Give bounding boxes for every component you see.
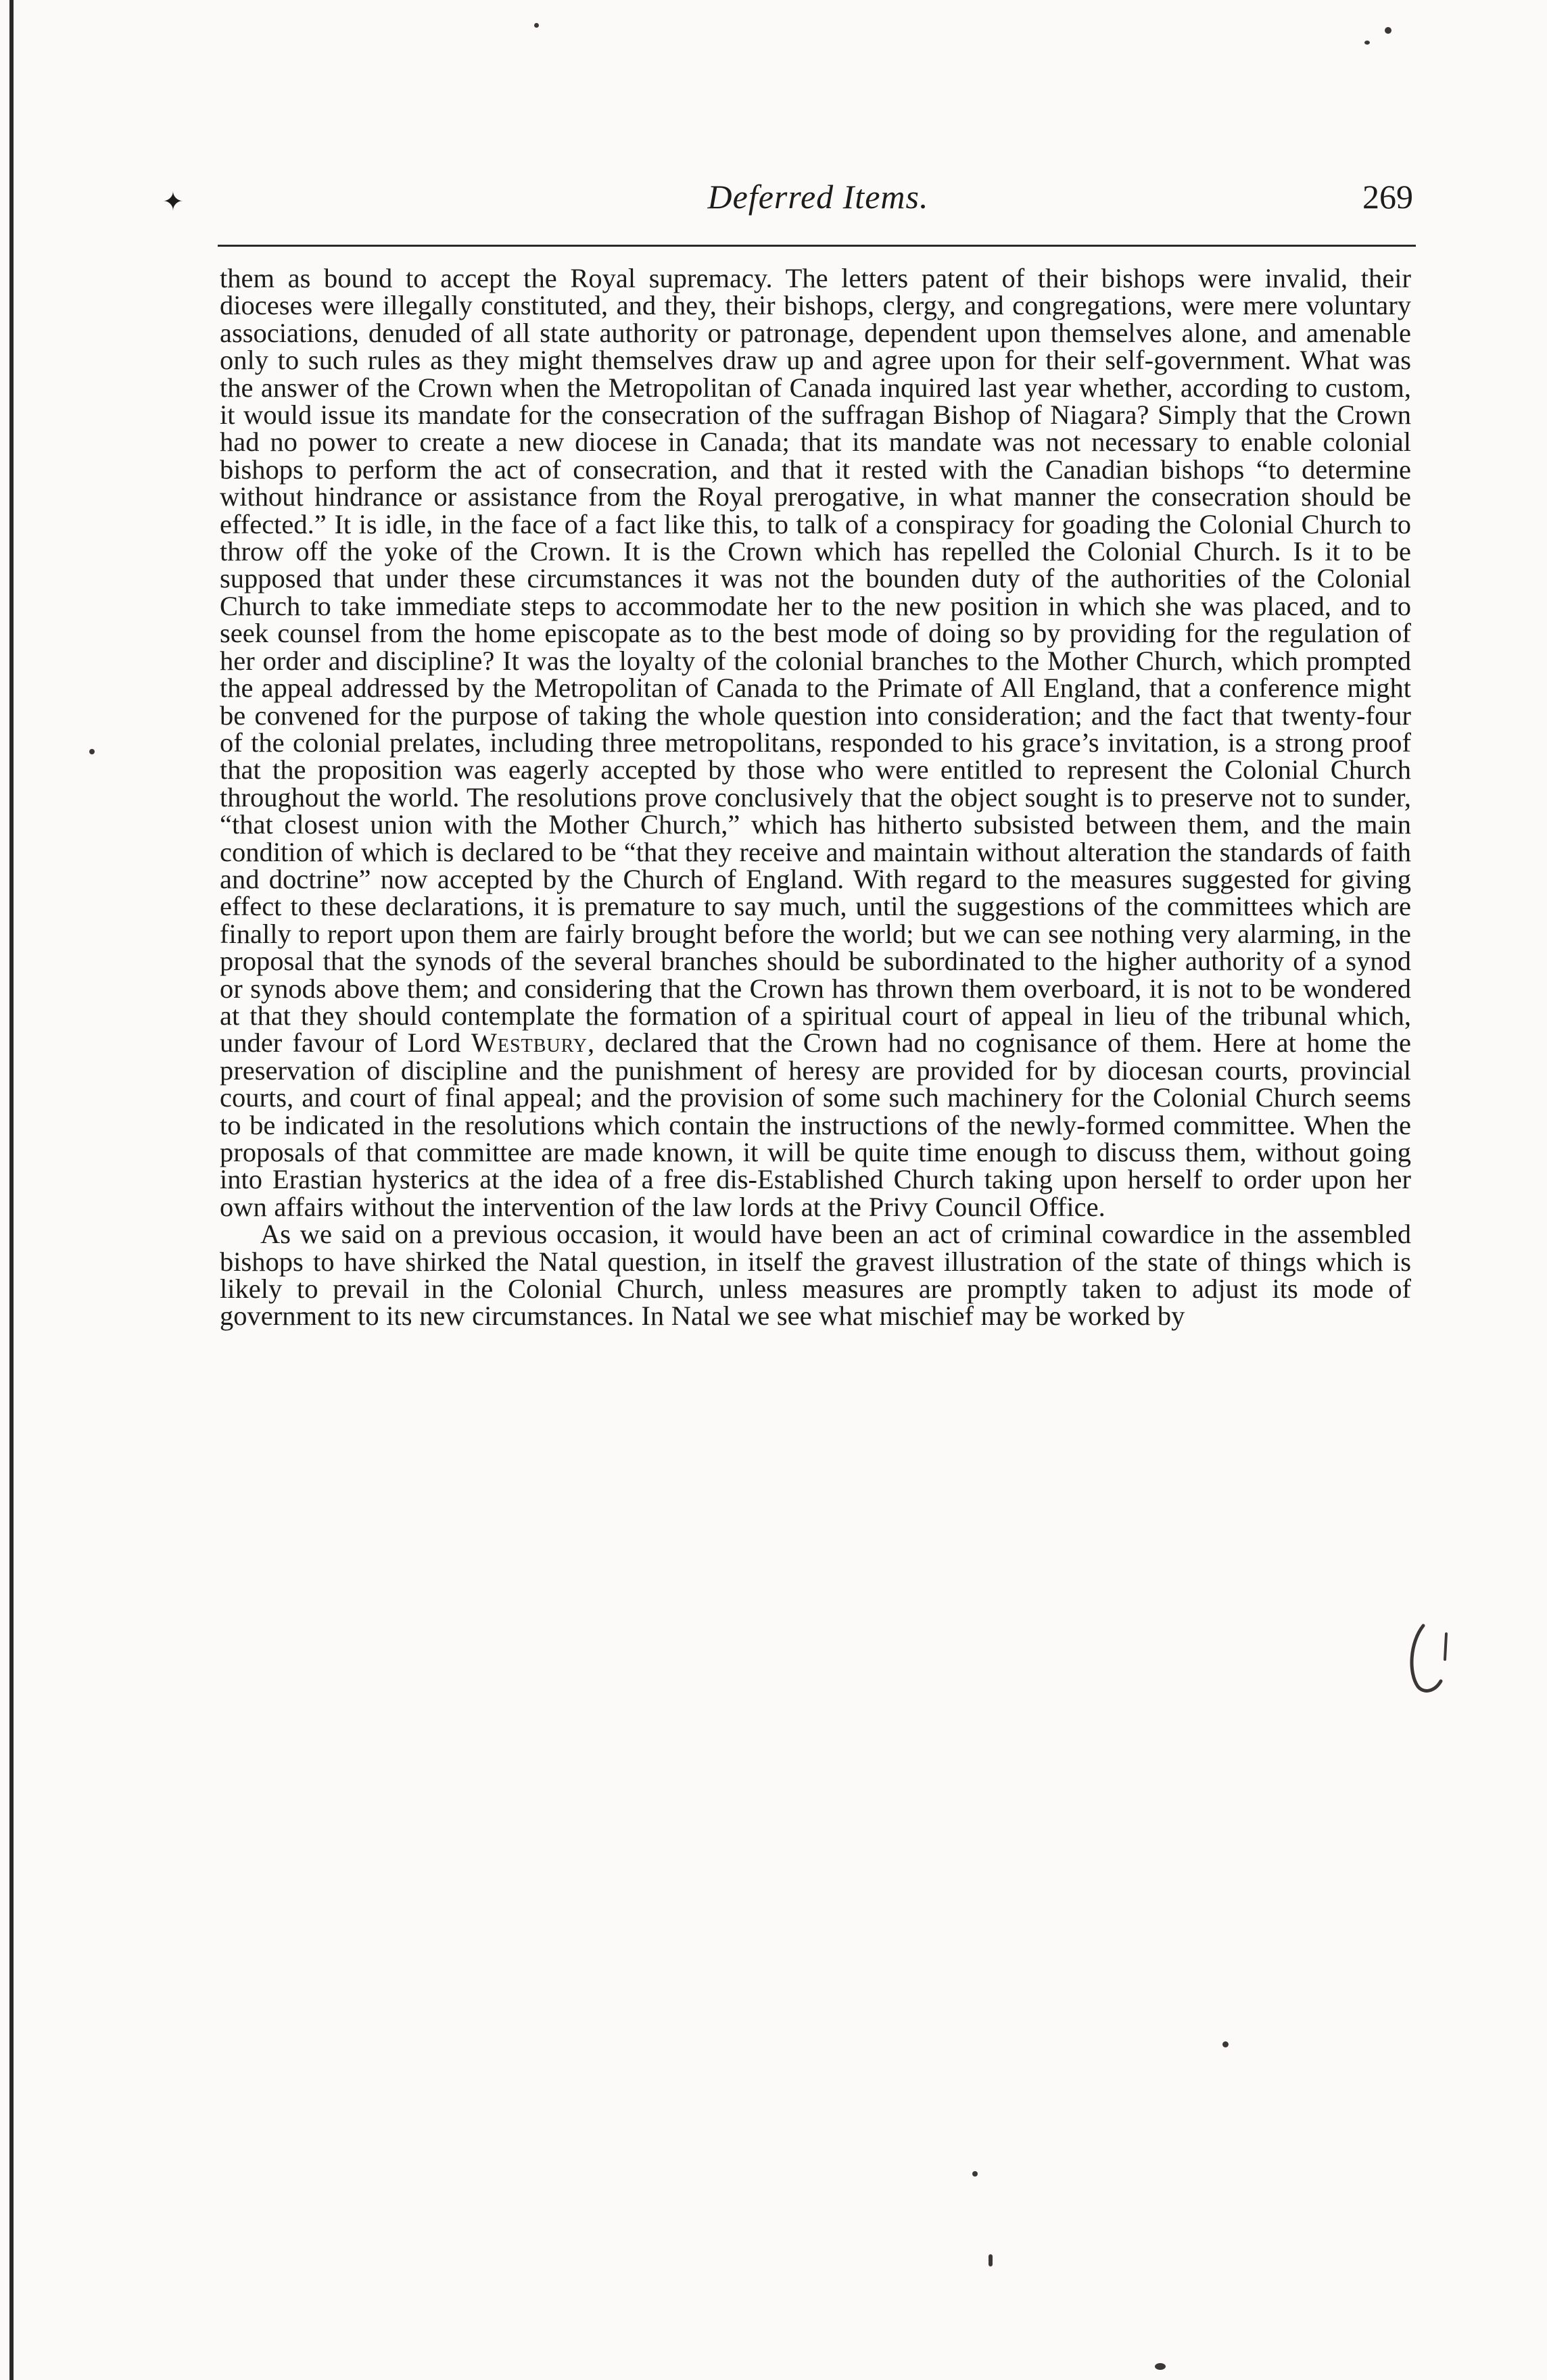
- page-gutter-line: [9, 0, 14, 2380]
- scan-speck: [1155, 2363, 1166, 2370]
- running-head: [223, 177, 1413, 231]
- scan-speck: [89, 749, 95, 754]
- scan-speck: [1364, 41, 1370, 45]
- paragraph-1-text-end: , declared that the Crown had no cognisance of them. Here at home the preservation of discipline and the punishment of heresy are provided for by diocesan courts, provincial courts, and court of final appeal; and the provision of some such machinery for the Colonial Church seems to be indicated in the resolutions which contain the instructions of the newly-formed committee. When the proposals of that committee are made known, it will be quite time enough to discuss them, without going into Erastian hysterics at the idea of a free dis-Established Church taking upon herself to order upon her own affairs without the intervention of the law lords at the Privy Council Office.: [220, 1027, 1412, 1222]
- scan-speck: [534, 23, 539, 28]
- scan-speck: [1385, 27, 1391, 34]
- margin-pencil-mark: [1403, 1619, 1450, 1700]
- paragraph-1-text: them as bound to accept the Royal supremacy. The letters patent of their bishops were invalid, their dioceses were illegally constituted, and they, their bishops, clergy, and congregations, were mere voluntary associations, denuded of all state authority or patronage, dependent upon themselves alone, and amenable only to such rules as they might themselves draw up and agree upon for their self-government. What was the answer of the Crown when the Metropolitan of Canada inquired last year whether, according to custom, it would issue its mandate for the consecration of the suffragan Bishop of Niagara? Simply that the Crown had no power to create a new diocese in Canada; that its mandate was not necessary to enable colonial bishops to perform the act of consecration, and that it rested with the Canadian bishops “to determine without hindrance or assistance from the Royal prerogative, in what manner the consecration should be effected.” It is idle, in the face of a fact like this, to talk of a conspiracy for goading the Colonial Church to throw off the yoke of the Crown. It is the Crown which has repelled the Colonial Church. Is it to be supposed that under these circumstances it was not the bounden duty of the authorities of the Colonial Church to take immediate steps to accommodate her to the new position in which she was placed, and to seek counsel from the home episcopate as to the best mode of doing so by providing for the regulation of her order and discipline? It was the loyalty of the colonial branches to the Mother Church, which prompted the appeal addressed by the Metropolitan of Canada to the Primate of All England, that a conference might be convened for the purpose of taking the whole question into consideration; and the fact that twenty-four of the colonial prelates, including three metropolitans, responded to his grace’s invitation, is a strong proof that the proposition was eagerly accepted by those who were entitled to represent the Colonial Church throughout the world. The resolutions prove conclusively that the object sought is to preserve not to sunder, “that closest union with the Mother Church,” which has hitherto subsisted between them, and the main condition of which is declared to be “that they receive and maintain without alteration the standards of faith and doctrine” now accepted by the Church of England. With regard to the measures suggested for giving effect to these declarations, it is premature to say much, until the suggestions of the committees which are finally to report upon them are fairly brought before the world; but we can see nothing very alarming, in the proposal that the synods of the several branches should be subordinated to the higher authority of a synod or synods above them; and considering that the Crown has thrown them overboard, it is not to be wondered at that they should contemplate the formation of a spiritual court of appeal in lieu of the tribunal which, under favour of Lord: [220, 263, 1411, 1059]
- ornament-mark: ✦: [162, 188, 184, 216]
- page-number: 269: [1362, 178, 1413, 216]
- paragraph-2: As we said on a previous occasion, it would have been an act of criminal cowardice in the assembled bishops to have shirked the Natal question, in itself the gravest illustration of the state of things which is likely to prevail in the Colonial Church, unless measures are promptly taken to adjust its mode of government to its new circumstances. In Natal we see what mischief may be worked by: [220, 1219, 1411, 1332]
- running-head-title: Deferred Items.: [707, 178, 929, 216]
- scan-speck: [989, 2254, 993, 2266]
- scan-speck: [972, 2171, 978, 2177]
- header-rule: [218, 245, 1416, 247]
- name-westbury: Westbury: [471, 1027, 588, 1059]
- body-text: [220, 265, 1411, 1330]
- scan-speck: [1222, 2041, 1229, 2047]
- paragraph-1: [220, 265, 1411, 1221]
